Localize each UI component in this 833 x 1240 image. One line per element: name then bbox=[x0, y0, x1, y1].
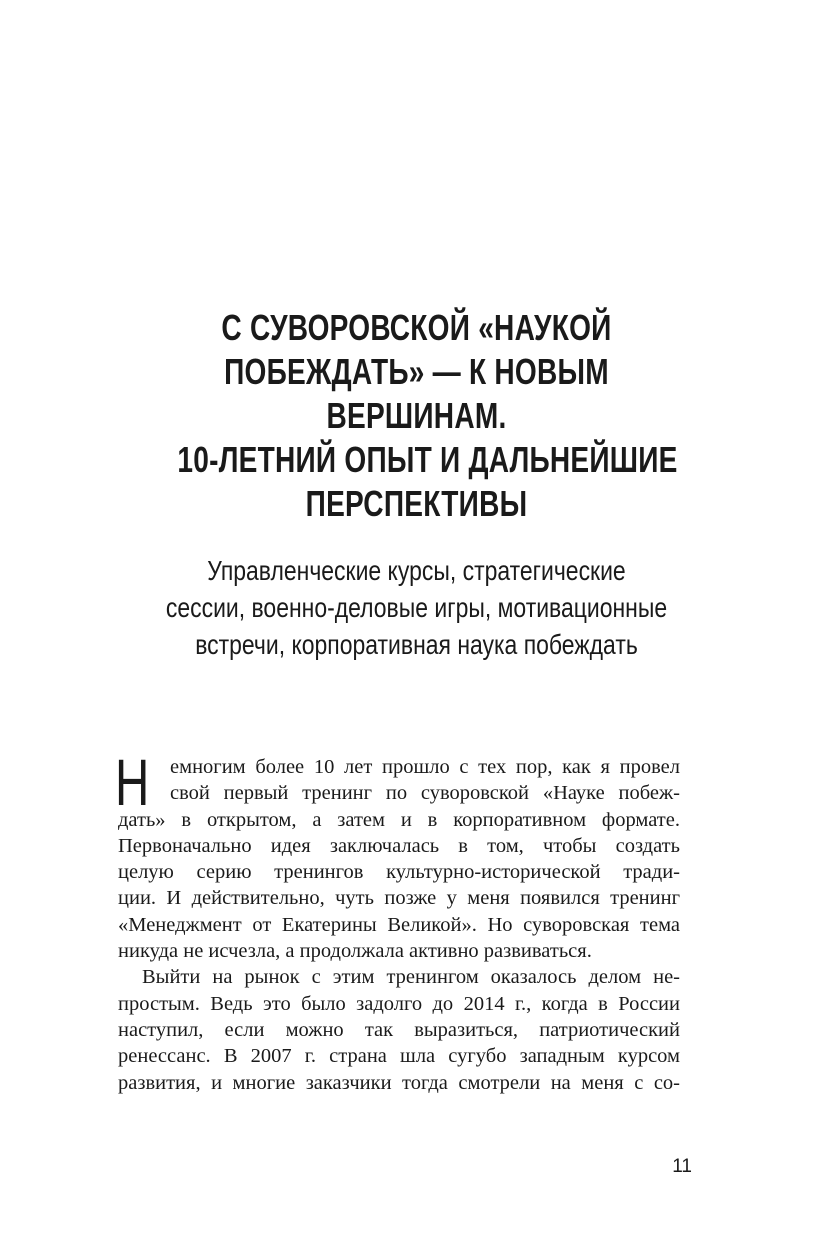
chapter-subtitle bbox=[149, 552, 684, 663]
chapter-title-line: ПОБЕЖДАТЬ» — К НОВЫМ bbox=[224, 351, 609, 392]
body-line: ции. И действительно, чуть позже у меня появился тренинг bbox=[118, 887, 680, 910]
chapter-title-line: ВЕРШИНАМ. bbox=[326, 395, 507, 436]
chapter-title-line: ПЕРСПЕКТИВЫ bbox=[305, 483, 528, 524]
chapter-subtitle-line: встречи, корпоративная наука побеждать bbox=[195, 629, 638, 660]
drop-cap: Н bbox=[115, 745, 150, 819]
chapter-subtitle-line: Управленческие курсы, стратегические bbox=[207, 555, 626, 586]
body-line: емногим более 10 лет прошло с тех пор, как я провел bbox=[170, 756, 680, 778]
body-line: развития, и многие заказчики тогда смотрели на меня с со- bbox=[118, 1071, 680, 1094]
chapter-title-line: 10-ЛЕТНИЙ ОПЫТ И ДАЛЬНЕЙШИЕ bbox=[177, 439, 678, 480]
chapter-title bbox=[177, 306, 678, 526]
body-line: ренессанс. В 2007 г. страна шла сугубо западным курсом bbox=[118, 1045, 680, 1068]
body-line: никуда не исчезла, а продолжала активно развиваться. bbox=[118, 940, 592, 963]
chapter-title-line: С СУВОРОВСКОЙ «НАУКОЙ bbox=[221, 307, 612, 348]
chapter-subtitle-line: сессии, военно-деловые игры, мотивационные bbox=[165, 592, 668, 623]
body-line: наступил, если можно так выразиться, патриотический bbox=[118, 1018, 680, 1041]
body-text bbox=[115, 745, 680, 1096]
body-line: простым. Ведь это было задолго до 2014 г., когда в России bbox=[118, 992, 680, 1015]
body-line: «Менеджмент от Екатерины Великой». Но суворовская тема bbox=[118, 913, 680, 936]
body-line: целую серию тренингов культурно-исторической тради- bbox=[118, 861, 680, 884]
body-line: Первоначально идея заключалась в том, чтобы создать bbox=[118, 834, 680, 857]
body-line: Выйти на рынок с этим тренингом оказалось делом не- bbox=[142, 966, 680, 989]
body-line: дать» в открытом, а затем и в корпоративном формате. bbox=[118, 808, 680, 831]
body-line: свой первый тренинг по суворовской «Науке побеж- bbox=[170, 782, 680, 805]
page-number: 11 bbox=[672, 1156, 692, 1177]
